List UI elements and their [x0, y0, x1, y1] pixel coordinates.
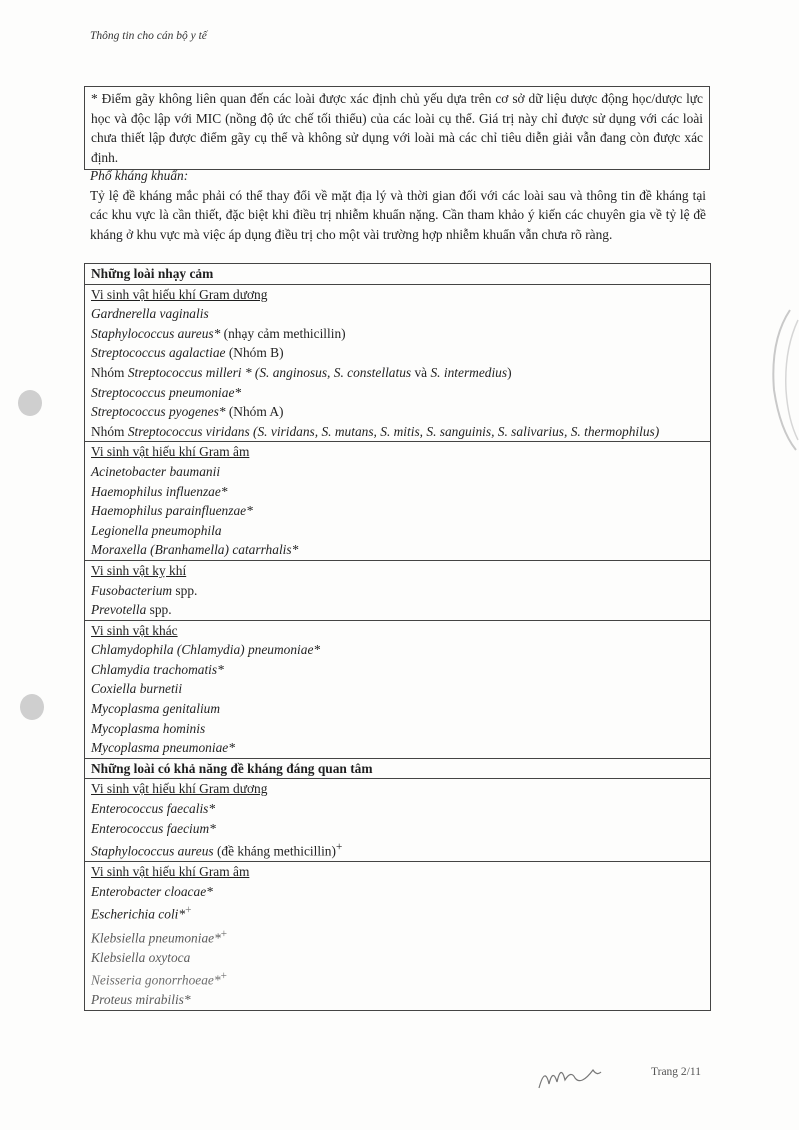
section-title: Vi sinh vật hiếu khí Gram dương — [91, 286, 268, 302]
species-item: Enterococcus faecium* — [91, 820, 216, 836]
handwritten-signature — [535, 1058, 605, 1094]
stamp-fragment — [760, 300, 799, 460]
species-item: Haemophilus parainfluenzae* — [91, 503, 253, 519]
species-item: Mycoplasma hominis — [91, 720, 206, 736]
section-title: Vi sinh vật khác — [91, 622, 178, 638]
breakpoint-note — [84, 86, 710, 170]
species-item: Proteus mirabilis* — [91, 992, 191, 1008]
species-item: Enterococcus faecalis* — [91, 801, 216, 817]
species-item: Acinetobacter baumanii — [91, 463, 221, 479]
section-gram-negative — [85, 442, 710, 561]
section-title: Vi sinh vật hiếu khí Gram dương — [91, 781, 268, 797]
species-item: Haemophilus influenzae* — [91, 483, 228, 499]
species-item: Streptococcus pyogenes* (Nhóm A) — [91, 404, 284, 420]
species-item: Staphylococcus aureus* (nhạy cảm methicillin) — [91, 325, 346, 341]
species-item: Klebsiella oxytoca — [91, 949, 191, 965]
resistance-text: Tỷ lệ đề kháng mắc phải có thể thay đổi về mặt địa lý và thời gian đối với các loài sau và thông tin đề kháng tại các khu vực là cần thiết, đặc biệt khi điều trị nhiễm khuẩn nặng. Cần tham khảo ý kiến các chuyên gia về tỷ lệ đề kháng ở khu vực mà việc áp dụng điều trị cho một vài trường hợp nhiễm khuẩn vẫn chưa rõ ràng. — [90, 187, 706, 242]
species-item: Chlamydophila (Chlamydia) pneumoniae* — [91, 642, 321, 658]
species-item: Escherichia coli*+ — [91, 904, 192, 922]
punch-hole-top — [18, 390, 42, 416]
resistance-title: Phổ kháng khuẩn: — [90, 168, 189, 183]
species-item: Enterobacter cloacae* — [91, 883, 213, 899]
species-table — [84, 263, 711, 1011]
section-gram-positive — [85, 285, 710, 443]
species-item: Neisseria gonorrhoeae*+ — [91, 970, 227, 988]
species-item: Moraxella (Branhamella) catarrhalis* — [91, 542, 299, 558]
resistance-paragraph — [90, 166, 706, 244]
punch-hole-bottom — [20, 694, 44, 720]
resistant-species-header: Những loài có khả năng đề kháng đáng quan tâm — [85, 759, 710, 780]
species-item: Nhóm Streptococcus viridans (S. viridans, S. mutans, S. mitis, S. sanguinis, S. salivarius, S. thermophilus) — [91, 423, 660, 439]
document-header: Thông tin cho cán bộ y tế — [90, 30, 207, 42]
species-item: Nhóm Streptococcus milleri * (S. anginosus, S. constellatus và S. intermedius) — [91, 364, 512, 380]
page-number: Trang 2/11 — [651, 1066, 701, 1078]
section-title: Vi sinh vật kỵ khí — [91, 562, 187, 578]
species-item: Legionella pneumophila — [91, 522, 222, 538]
species-item: Chlamydia trachomatis* — [91, 661, 224, 677]
section-resistant-gram-positive — [85, 779, 710, 862]
species-item: Fusobacterium spp. — [91, 582, 198, 598]
species-item: Mycoplasma pneumoniae* — [91, 740, 235, 756]
species-item: Klebsiella pneumoniae*+ — [91, 927, 228, 945]
species-item: Coxiella burnetii — [91, 681, 183, 697]
species-item: Prevotella spp. — [91, 602, 172, 618]
species-item: Gardnerella vaginalis — [91, 306, 209, 322]
section-title: Vi sinh vật hiếu khí Gram âm — [91, 444, 250, 460]
species-item: Mycoplasma genitalium — [91, 701, 221, 717]
section-anaerobic — [85, 561, 710, 621]
sensitive-species-header: Những loài nhạy cảm — [85, 264, 710, 285]
species-item: Staphylococcus aureus (đề kháng methicillin)+ — [91, 841, 343, 859]
species-item: Streptococcus pneumoniae* — [91, 384, 242, 400]
section-other — [85, 621, 710, 759]
section-title: Vi sinh vật hiếu khí Gram âm — [91, 864, 250, 880]
breakpoint-note-text: * Điểm gãy không liên quan đến các loài được xác định chủ yếu dựa trên cơ sở dữ liệu dược động học/dược lực học và độc lập với MIC (nồng độ ức chế tối thiểu) của các loài cụ thể. Giá trị này chỉ được sử dụng với các loài chưa thiết lập được điểm gãy cụ thể và không sử dụng với loài mà các chỉ tiêu diễn giải vẫn đang còn được xác định. — [91, 91, 703, 165]
section-resistant-gram-negative — [85, 862, 710, 1010]
species-item: Streptococcus agalactiae (Nhóm B) — [91, 345, 284, 361]
